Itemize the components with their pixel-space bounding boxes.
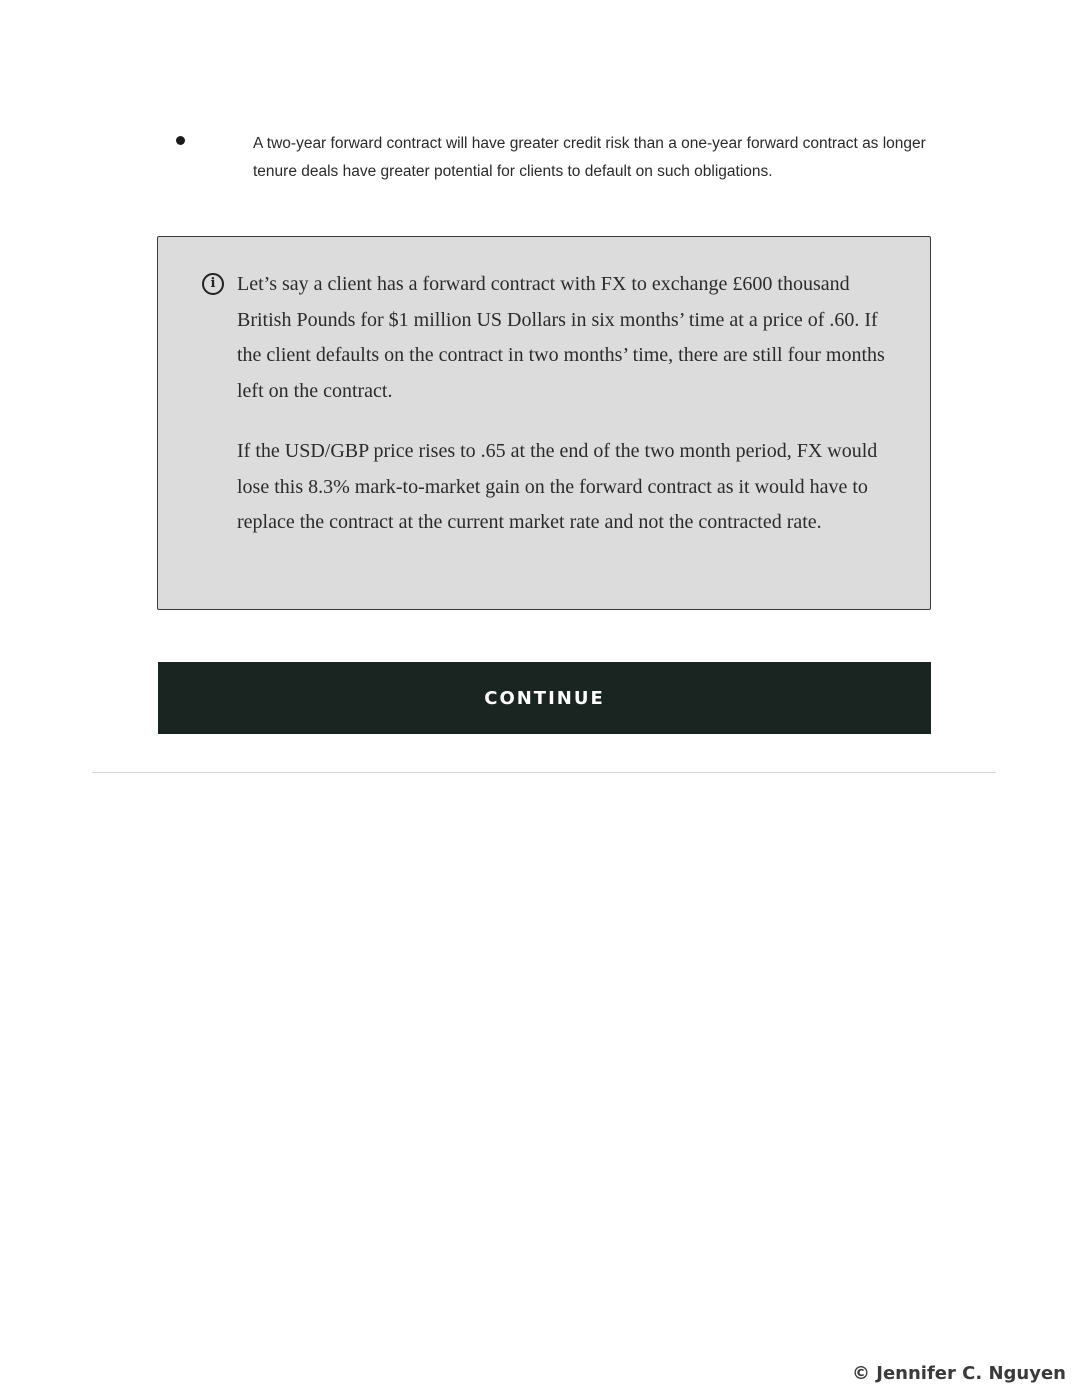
copyright-watermark: © Jennifer C. Nguyen xyxy=(852,1363,1066,1384)
callout-body xyxy=(237,267,897,541)
callout-paragraph: Let’s say a client has a forward contract with FX to exchange £600 thousand British Pounds for $1 million US Dollars in six months’ time at a price of .60. If the client defaults on the contract in two months’ time, there are still four months left on the contract. xyxy=(237,273,885,402)
info-icon: i xyxy=(202,273,224,295)
bullet-icon xyxy=(176,136,185,145)
info-callout xyxy=(157,236,931,610)
bullet-list-item xyxy=(0,126,1080,196)
bullet-text: A two-year forward contract will have greater credit risk than a one-year forward contract as longer tenure deals have greater potential for clients to default on such obligations. xyxy=(253,135,926,180)
continue-button[interactable]: CONTINUE xyxy=(158,662,931,734)
section-divider xyxy=(92,772,996,773)
callout-paragraph: If the USD/GBP price rises to .65 at the end of the two month period, FX would lose this 8.3% mark-to-market gain on the forward contract as it would have to replace the contract at the current market rate and not the contracted rate. xyxy=(237,440,878,533)
